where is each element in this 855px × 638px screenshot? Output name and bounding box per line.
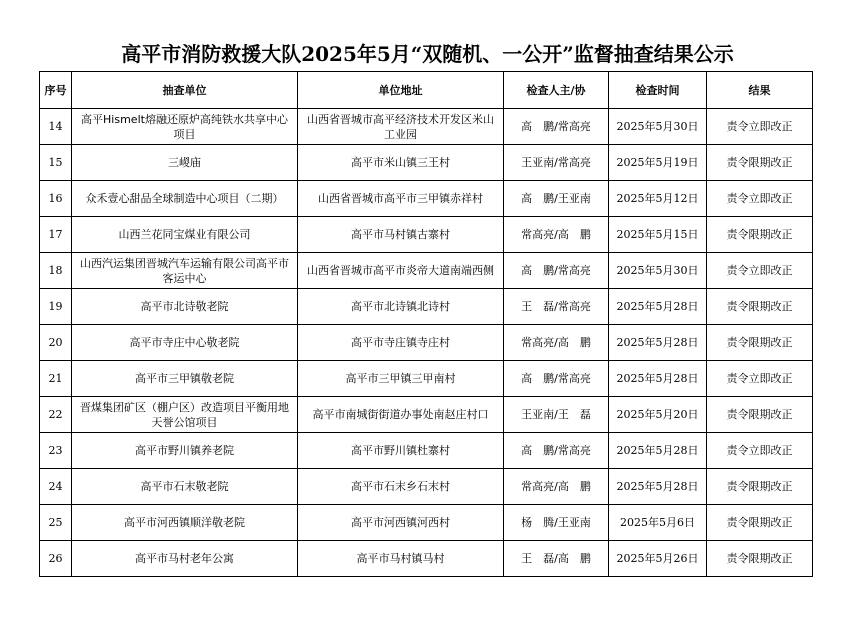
cell-date: 2025年5月28日: [609, 469, 707, 505]
cell-date: 2025年5月15日: [609, 217, 707, 253]
cell-serial: 19: [40, 289, 72, 325]
cell-result: 责令限期改正: [707, 541, 813, 577]
cell-inspectors: 常高亮/高 鹏: [504, 325, 609, 361]
cell-inspectors: 高 鹏/常高亮: [504, 433, 609, 469]
inspection-results-table: [39, 71, 813, 577]
table-row: [40, 541, 813, 577]
cell-inspectors: 高 鹏/常高亮: [504, 361, 609, 397]
cell-serial: 15: [40, 145, 72, 181]
table-row: [40, 469, 813, 505]
cell-inspectors: 常高亮/高 鹏: [504, 217, 609, 253]
cell-unit: 晋煤集团矿区（棚户区）改造项目平衡用地天誉公馆项目: [72, 397, 298, 433]
cell-date: 2025年5月12日: [609, 181, 707, 217]
cell-unit: 众禾壹心甜品全球制造中心项目（二期）: [72, 181, 298, 217]
cell-date: 2025年5月6日: [609, 505, 707, 541]
cell-inspectors: 高 鹏/常高亮: [504, 109, 609, 145]
cell-date: 2025年5月28日: [609, 433, 707, 469]
cell-date: 2025年5月19日: [609, 145, 707, 181]
cell-inspectors: 王亚南/常高亮: [504, 145, 609, 181]
cell-inspectors: 王 磊/常高亮: [504, 289, 609, 325]
cell-unit: 高平市北诗敬老院: [72, 289, 298, 325]
cell-unit: 高平市三甲镇敬老院: [72, 361, 298, 397]
table-row: [40, 433, 813, 469]
cell-result: 责令立即改正: [707, 253, 813, 289]
cell-inspectors: 杨 腾/王亚南: [504, 505, 609, 541]
cell-inspectors: 王亚南/王 磊: [504, 397, 609, 433]
cell-inspectors: 高 鹏/常高亮: [504, 253, 609, 289]
table-row: [40, 325, 813, 361]
header-result: 结果: [707, 72, 813, 109]
cell-result: 责令限期改正: [707, 217, 813, 253]
cell-result: 责令立即改正: [707, 433, 813, 469]
cell-serial: 23: [40, 433, 72, 469]
cell-unit: 高平Hismelt熔融还原炉高纯铁水共享中心项目: [72, 109, 298, 145]
cell-address: 高平市河西镇河西村: [298, 505, 504, 541]
header-serial: 序号: [40, 72, 72, 109]
cell-unit: 高平市寺庄中心敬老院: [72, 325, 298, 361]
cell-result: 责令限期改正: [707, 505, 813, 541]
header-date: 检查时间: [609, 72, 707, 109]
cell-unit: 三嵕庙: [72, 145, 298, 181]
cell-result: 责令限期改正: [707, 325, 813, 361]
cell-address: 高平市寺庄镇寺庄村: [298, 325, 504, 361]
cell-serial: 26: [40, 541, 72, 577]
table-row: [40, 109, 813, 145]
cell-result: 责令限期改正: [707, 469, 813, 505]
cell-address: 山西省晋城市高平市三甲镇赤祥村: [298, 181, 504, 217]
cell-address: 山西省晋城市高平市炎帝大道南端西侧: [298, 253, 504, 289]
cell-result: 责令立即改正: [707, 361, 813, 397]
cell-inspectors: 王 磊/高 鹏: [504, 541, 609, 577]
cell-unit: 高平市石末敬老院: [72, 469, 298, 505]
cell-inspectors: 常高亮/高 鹏: [504, 469, 609, 505]
cell-serial: 18: [40, 253, 72, 289]
cell-serial: 16: [40, 181, 72, 217]
cell-serial: 14: [40, 109, 72, 145]
cell-result: 责令立即改正: [707, 181, 813, 217]
cell-serial: 20: [40, 325, 72, 361]
table-row: [40, 181, 813, 217]
table-row: [40, 289, 813, 325]
cell-result: 责令立即改正: [707, 109, 813, 145]
header-inspectors: 检查人主/协: [504, 72, 609, 109]
table-row: [40, 253, 813, 289]
cell-address: 高平市马村镇马村: [298, 541, 504, 577]
cell-address: 高平市南城街街道办事处南赵庄村口: [298, 397, 504, 433]
cell-result: 责令限期改正: [707, 397, 813, 433]
table-row: [40, 361, 813, 397]
cell-address: 高平市野川镇杜寨村: [298, 433, 504, 469]
cell-date: 2025年5月20日: [609, 397, 707, 433]
cell-address: 高平市三甲镇三甲南村: [298, 361, 504, 397]
table-row: [40, 145, 813, 181]
cell-serial: 24: [40, 469, 72, 505]
cell-unit: 高平市河西镇顺洋敬老院: [72, 505, 298, 541]
table-header-row: [40, 72, 813, 109]
header-address: 单位地址: [298, 72, 504, 109]
cell-serial: 22: [40, 397, 72, 433]
table-row: [40, 217, 813, 253]
cell-date: 2025年5月30日: [609, 109, 707, 145]
page-title: 高平市消防救援大队2025年5月“双随机、一公开”监督抽查结果公示: [121, 42, 734, 66]
cell-unit: 高平市马村老年公寓: [72, 541, 298, 577]
cell-inspectors: 高 鹏/王亚南: [504, 181, 609, 217]
cell-address: 高平市北诗镇北诗村: [298, 289, 504, 325]
cell-serial: 21: [40, 361, 72, 397]
cell-date: 2025年5月28日: [609, 361, 707, 397]
cell-serial: 25: [40, 505, 72, 541]
cell-unit: 高平市野川镇养老院: [72, 433, 298, 469]
cell-date: 2025年5月28日: [609, 289, 707, 325]
table-row: [40, 397, 813, 433]
cell-address: 高平市马村镇古寨村: [298, 217, 504, 253]
cell-date: 2025年5月28日: [609, 325, 707, 361]
cell-address: 高平市石末乡石末村: [298, 469, 504, 505]
cell-result: 责令限期改正: [707, 145, 813, 181]
cell-date: 2025年5月30日: [609, 253, 707, 289]
cell-result: 责令限期改正: [707, 289, 813, 325]
table-row: [40, 505, 813, 541]
header-unit: 抽查单位: [72, 72, 298, 109]
cell-unit: 山西兰花同宝煤业有限公司: [72, 217, 298, 253]
cell-address: 高平市米山镇三王村: [298, 145, 504, 181]
cell-date: 2025年5月26日: [609, 541, 707, 577]
cell-unit: 山西汽运集团晋城汽车运输有限公司高平市客运中心: [72, 253, 298, 289]
cell-address: 山西省晋城市高平经济技术开发区米山工业园: [298, 109, 504, 145]
cell-serial: 17: [40, 217, 72, 253]
